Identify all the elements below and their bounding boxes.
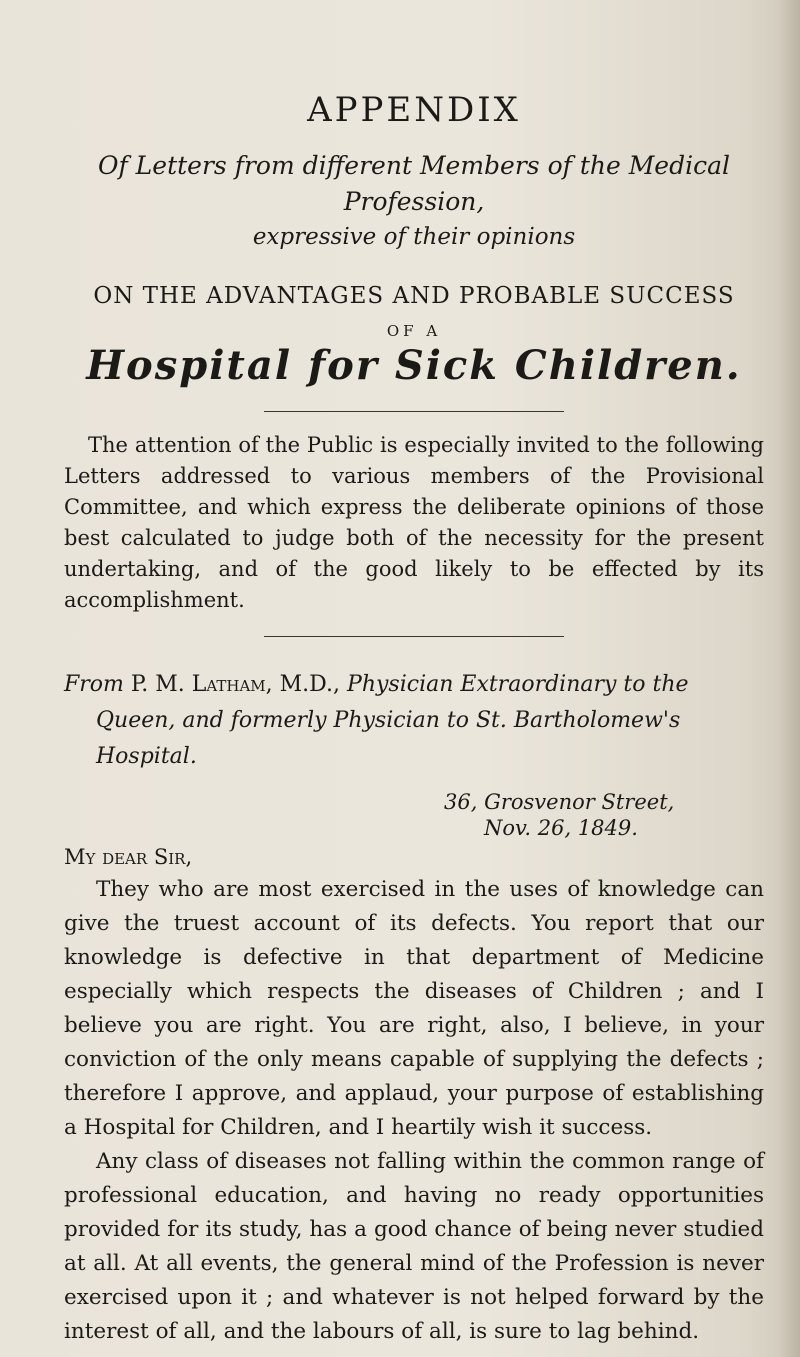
address-street: 36, Grosvenor Street, <box>444 790 675 814</box>
letter-address <box>64 789 764 841</box>
advantages-heading: ON THE ADVANTAGES AND PROBABLE SUCCESS <box>93 283 735 309</box>
from-prefix: From <box>64 672 124 697</box>
page-edge-shadow <box>778 0 800 1357</box>
subtitle-line-1: Of Letters from different Members of the Medical Profession, <box>97 151 731 216</box>
appendix-title: APPENDIX <box>307 90 521 130</box>
address-date: Nov. 26, 1849. <box>484 816 638 840</box>
divider-rule <box>264 411 564 412</box>
letter-paragraph-2: Any class of diseases not falling within the common range of professional education, and having no ready opportunities provided for its study, has a good chance of being never studied at all. At all events, the general mind of the Profession is never exercised upon it ; and whatever is not helped forward by the interest of all, and the labours of all, is sure to lag behind. <box>64 1149 764 1344</box>
of-a-line: OF A <box>386 322 442 340</box>
author-initials: P. M. <box>130 672 185 697</box>
subtitle-line-2: expressive of their opinions <box>252 224 576 250</box>
author-position: Physician Extraordinary to the Queen, and formerly Physician to St. Bartholomew's Hospital. <box>96 672 689 769</box>
intro-paragraph: The attention of the Public is especially invited to the following Letters addressed to various members of the Provisional Committee, and which express the deliberate opinions of those best calculated to judge both of the necessity for the present undertaking, and of the good likely to be effected by its accomplishment. <box>64 433 764 612</box>
divider-rule <box>264 636 564 637</box>
letter-salutation: My dear Sir, <box>64 845 193 869</box>
letter-paragraph-1: They who are most exercised in the uses of knowledge can give the truest account of its defects. You report that our knowledge is defective in that department of Medicine especially which respects the diseases of Children ; and I believe you are right. You are right, also, I believe, in your conviction of the only means capable of supplying the defects ; therefore I approve, and applaud, your purpose of establishing a Hospital for Children, and I heartily wish it success. <box>64 877 764 1140</box>
author-degree: , M.D., <box>265 672 341 697</box>
institution-title: Hospital for Sick Children. <box>86 342 742 389</box>
letter-attribution <box>64 667 764 775</box>
author-surname: Latham <box>191 672 266 697</box>
